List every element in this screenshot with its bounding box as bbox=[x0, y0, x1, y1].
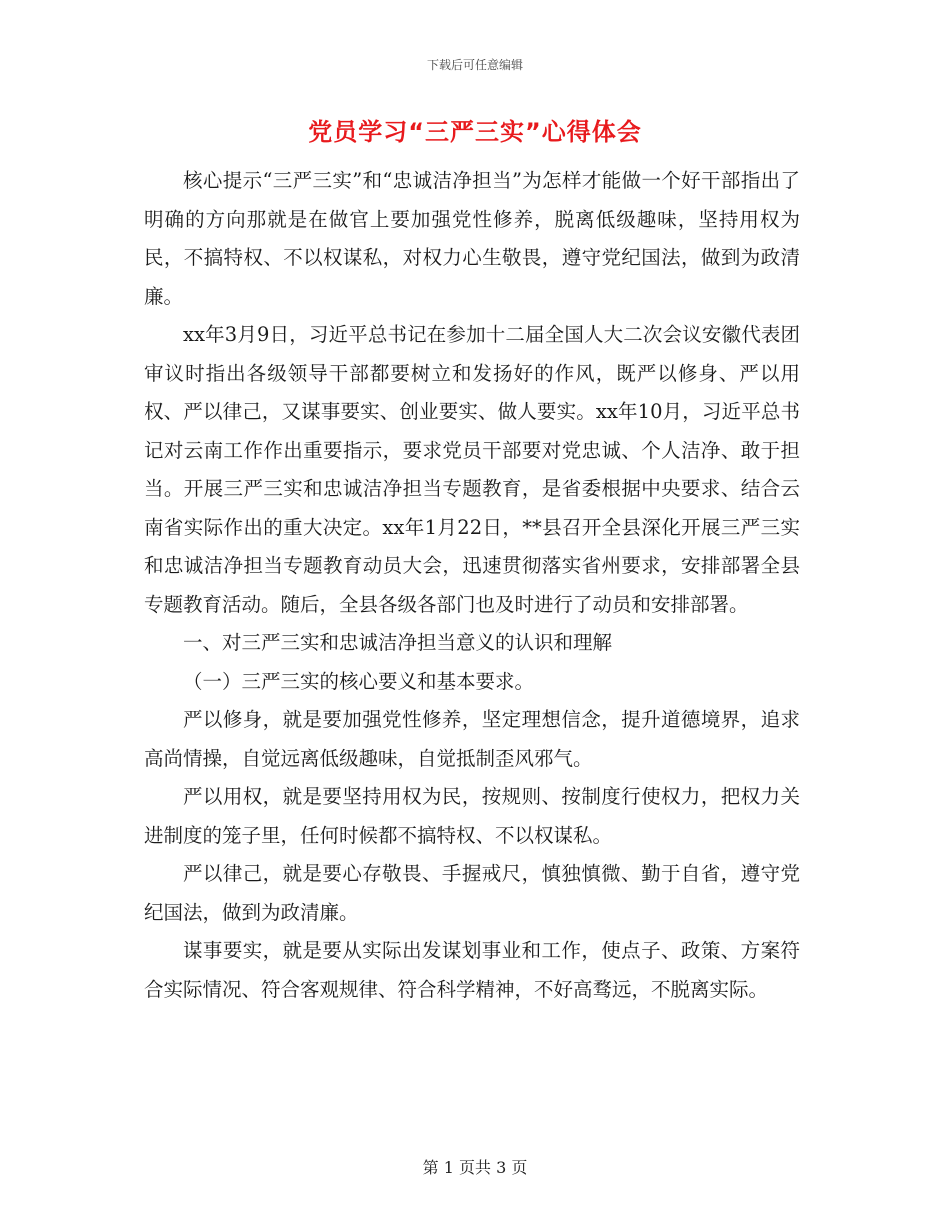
header-note: 下载后可任意编辑 bbox=[426, 58, 523, 72]
subsection-heading-1: （一）三严三实的核心要义和基本要求。 bbox=[183, 669, 535, 693]
paragraph-2: xx年3月9日，习近平总书记在参加十二届全国人大二次会议安徽代表团审议时指出各级领导干部都要树立和发扬好的作风，既严以修身、严以用权、严以律己，又谋事要实、创业要实、做人要实。xx年10月，习近平总书记对云南工作作出重要指示，要求党员干部要对党忠诚、个人洁净、敢于担当。开展三严三实和忠诚洁净担当专题教育，是省委根据中央要求、结合云南省实际作出的重大决定。xx年1月22日，**县召开全县深化开展三严三实和忠诚洁净担当专题教育动员大会，迅速贯彻落实省州要求，安排部署全县专题教育活动。随后，全县各级各部门也及时进行了动员和安排部署。 bbox=[144, 323, 800, 616]
page-number-footer: 第 1 页共 3 页 bbox=[422, 1158, 528, 1177]
paragraph-3: 严以修身，就是要加强党性修养，坚定理想信念，提升道德境界，追求高尚情操，自觉远离低级趣味，自觉抵制歪风邪气。 bbox=[144, 708, 800, 770]
paragraph-6: 谋事要实，就是要从实际出发谋划事业和工作，使点子、政策、方案符合实际情况、符合客观规律、符合科学精神，不好高骛远，不脱离实际。 bbox=[144, 939, 800, 1001]
paragraph-1: 核心提示“三严三实”和“忠诚洁净担当”为怎样才能做一个好干部指出了明确的方向那就是在做官上要加强党性修养，脱离低级趣味，坚持用权为民，不搞特权、不以权谋私，对权力心生敬畏，遵守党纪国法，做到为政清廉。 bbox=[144, 169, 800, 308]
paragraph-5: 严以律己，就是要心存敬畏、手握戒尺，慎独慎微、勤于自省，遵守党纪国法，做到为政清廉。 bbox=[144, 862, 800, 924]
section-heading-1: 一、对三严三实和忠诚洁净担当意义的认识和理解 bbox=[183, 631, 613, 654]
document-title: 党员学习“三严三实”心得体会 bbox=[308, 118, 642, 146]
paragraph-4: 严以用权，就是要坚持用权为民，按规则、按制度行使权力，把权力关进制度的笼子里，任何时候都不搞特权、不以权谋私。 bbox=[144, 785, 800, 847]
document-body bbox=[144, 162, 800, 1009]
